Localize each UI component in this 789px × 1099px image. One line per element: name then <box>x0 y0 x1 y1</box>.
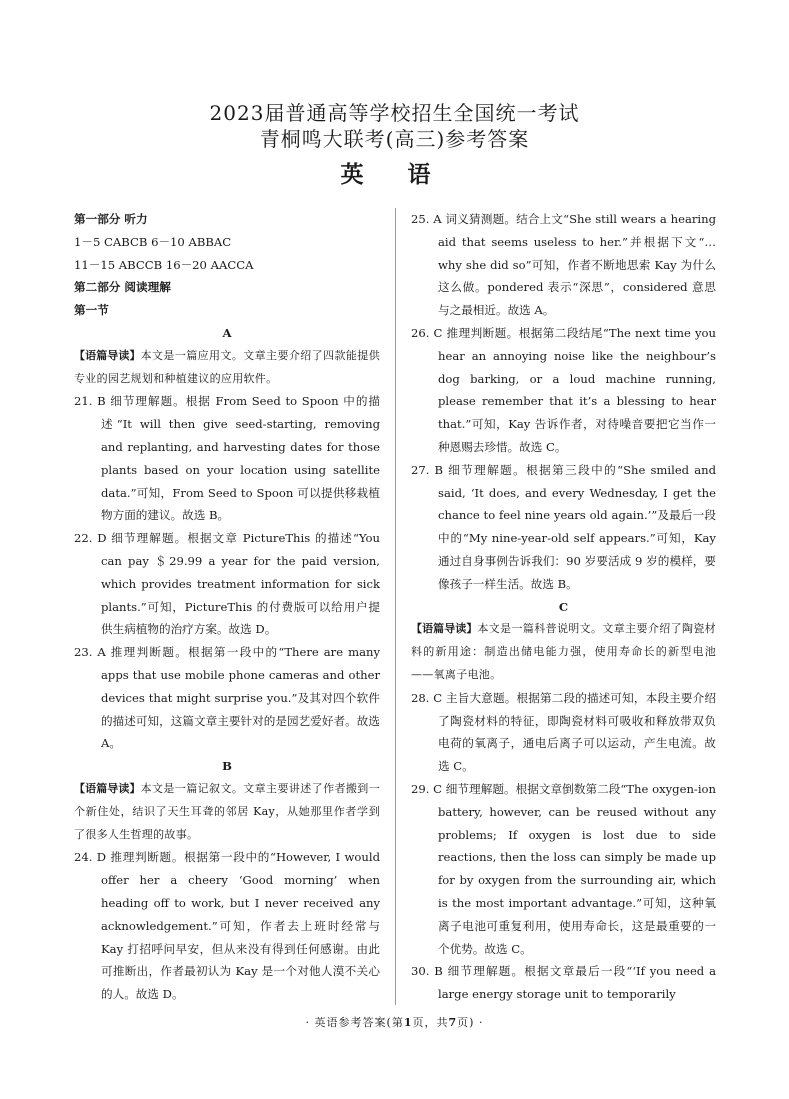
answer-28: 28. C 主旨大意题。根据第二段的描述可知，本段主要介绍了陶瓷材料的特征，即陶瓷材料可吸收和释放带双负电荷的氧离子，通电后离子可以运动，产生电流。故选 C。 <box>411 690 716 774</box>
page-number: 1 <box>403 1016 413 1029</box>
exam-title: 2023届普通高等学校招生全国统一考试 <box>209 101 580 125</box>
passage-c-heading: C <box>558 599 569 614</box>
part2-heading: 第二部分 阅读理解 <box>74 280 171 295</box>
guide-text: 本文是一篇科普说明文。文章主要介绍了陶瓷材料的新用途：制造出储电能力强，使用寿命长的新型电池——氧离子电池。 <box>411 622 716 681</box>
answer-26: 26. C 推理判断题。根据第二段结尾“The next time you hear an annoying noise like the neighbour’s dog barking, or a loud machine running, please remember that it’s a blessing to hear that.”可知，Kay 告诉作者，对待噪音要把它当作一种恩赐去珍惜。故选 C。 <box>411 325 716 454</box>
page-footer <box>0 1014 789 1030</box>
passage-b-heading: B <box>222 759 232 774</box>
answer-27: 27. B 细节理解题。根据第三段中的“She smiled and said, ‘It does, and every Wednesday, I get the chance to feel nine years old again.’”及最后一段中的“My nine-year-old self appears.”可知，Kay 通过自身事例告诉我们：90 岁要活成 9 岁的模样，要像孩子一样生活。故选 B。 <box>411 462 716 591</box>
passage-a-guide <box>74 345 380 391</box>
guide-label: 【语篇导读】 <box>74 348 141 362</box>
answer-24: 24. D 推理判断题。根据第一段中的“However, I would offer her a cheery ‘Good morning’ when heading off to work, but I never received any acknowledgement.”可知，作者去上班时经常与 Kay 打招呼问早安，但从来没有得到任何感谢。由此可推断出，作者最初认为 Kay 是一个对他人漠不关心的人。故选 D。 <box>74 850 380 1002</box>
right-column <box>411 208 716 1006</box>
answer-22: 22. D 细节理解题。根据文章 PictureThis 的描述“You can pay ＄29.99 a year for the paid version, which provides treatment information for sick plants.”可知，PictureThis 的付费版可以给用户提供生病植物的治疗方案。故选 D。 <box>74 531 380 637</box>
guide-text: 本文是一篇记叙文。文章主要讲述了作者搬到一个新住处，结识了天生耳聋的邻居 Kay，从她那里作者学到了很多人生哲理的故事。 <box>74 781 380 841</box>
part1-heading: 第一部分 听力 <box>74 212 148 226</box>
answer-29: 29. C 细节理解题。根据文章倒数第二段“The oxygen-ion battery, however, can be reused without any problems; If oxygen is lost due to side reactions, then the loss can simply be made up for by oxygen from the surrounding air, which is the most important advantage.”可知，这种氧离子电池可重复利用，使用寿命长，这是最重要的一个优势。故选 C。 <box>411 781 716 956</box>
footer-prefix: · 英语参考答案(第 <box>305 1016 404 1029</box>
page-total: 7 <box>448 1016 458 1029</box>
footer-suffix: 页) · <box>457 1016 484 1029</box>
answers-1-10: 1－5 CABCB 6－10 ABBAC <box>74 234 232 249</box>
left-column <box>74 208 380 1006</box>
guide-text: 本文是一篇应用文。文章主要介绍了四款能提供专业的园艺规划和种植建议的应用软件。 <box>74 348 380 385</box>
answer-23: 23. A 推理判断题。根据第一段中的“There are many apps that use mobile phone cameras and other devices that might surprise you.”及其对四个软件的描述可知，这篇文章主要针对的是园艺爱好者。故选 A。 <box>74 645 380 751</box>
footer-mid: 页，共 <box>412 1016 449 1029</box>
guide-label: 【语篇导读】 <box>74 781 141 795</box>
answer-30: 30. B 细节理解题。根据文章最后一段“‘If you need a large energy storage unit to temporarily <box>411 964 716 1002</box>
column-divider <box>395 208 396 1005</box>
passage-b-guide <box>74 778 380 846</box>
answers-11-20: 11－15 ABCCB 16－20 AACCA <box>74 257 254 272</box>
passage-c-guide <box>411 618 716 686</box>
section1-heading: 第一节 <box>74 303 109 318</box>
exam-subtitle: 青桐鸣大联考(高三)参考答案 <box>259 127 530 151</box>
answer-25: 25. A 词义猜测题。结合上文“She still wears a hearing aid that seems useless to her.”并根据下文“…why she did so”可知，作者不断地思索 Kay 为什么这么做。pondered 表示“深思”，considered 意思与之最相近。故选 A。 <box>411 212 716 318</box>
answer-21: 21. B 细节理解题。根据 From Seed to Spoon 中的描述“It will then give seed-starting, removing and replanting, and harvesting dates for those plants based on your location using satellite data.”可知，From Seed to Spoon 可以提供移栽植物方面的建议。故选 B。 <box>74 394 380 523</box>
guide-label: 【语篇导读】 <box>411 622 478 636</box>
passage-a-heading: A <box>222 325 232 340</box>
subject-title: 英 语 <box>340 161 449 188</box>
